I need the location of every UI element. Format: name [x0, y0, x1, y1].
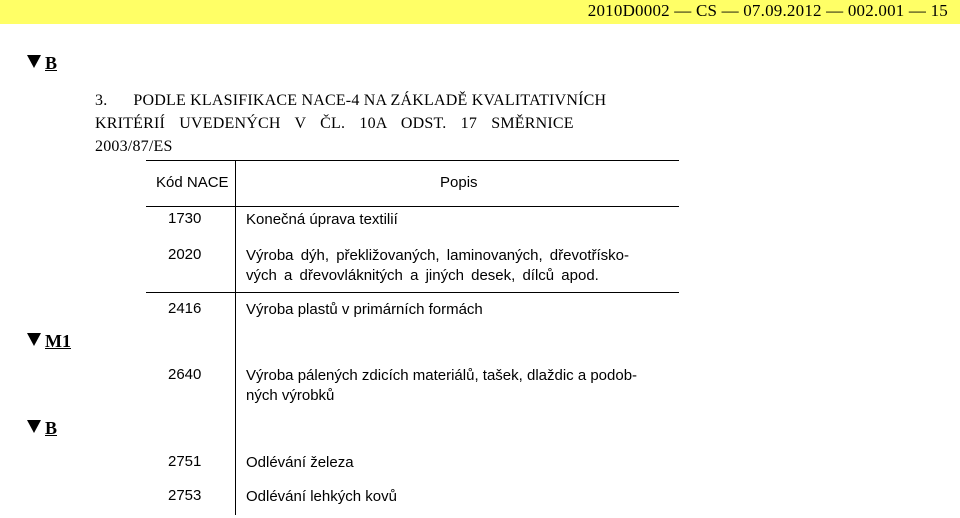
description-line: ných výrobků: [246, 387, 335, 404]
table-cell-code: 2416: [168, 300, 202, 317]
table-cell-code: 2640: [168, 366, 202, 383]
section-heading: [95, 89, 680, 158]
table-rule: [146, 206, 679, 207]
marker-label: B: [45, 418, 58, 438]
triangle-down-icon: [27, 333, 41, 346]
column-divider: [235, 160, 236, 515]
description-line: Odlévání železa: [246, 454, 354, 471]
document-header-bar: [0, 0, 960, 24]
description-line: Konečná úprava textilií: [246, 211, 398, 228]
table-cell-code: 2751: [168, 453, 202, 470]
table-cell-description: [246, 210, 678, 230]
amendment-marker-m1[interactable]: [27, 331, 71, 352]
table-cell-description: [246, 453, 678, 473]
description-line: Výroba dýh, překližovaných, laminovaných, dřevotřísko-: [246, 247, 630, 264]
section-title-line: 2003/87/ES: [95, 138, 173, 155]
column-header-code: Kód NACE: [156, 174, 229, 191]
table-cell-description: [246, 366, 678, 406]
description-line: vých a dřevovláknitých a jiných desek, dílců apod.: [246, 267, 599, 284]
table-rule: [146, 292, 679, 293]
description-line: Odlévání lehkých kovů: [246, 488, 397, 505]
section-number: 3.: [95, 92, 108, 109]
table-cell-description: [246, 487, 678, 507]
table-cell-code: 2020: [168, 246, 202, 263]
marker-label: M1: [45, 331, 71, 351]
table-rule: [146, 160, 679, 161]
document-reference: 2010D0002 — CS — 07.09.2012 — 002.001 — 15: [587, 1, 948, 20]
table-cell-description: [246, 300, 678, 320]
description-line: Výroba pálených zdicích materiálů, tašek, dlaždic a podob-: [246, 367, 638, 384]
section-title-line: PODLE KLASIFIKACE NACE-4 NA ZÁKLADĚ KVALITATIVNÍCH: [133, 92, 607, 109]
column-header-description: Popis: [440, 174, 478, 191]
marker-label: B: [45, 53, 58, 73]
amendment-marker-b[interactable]: [27, 418, 57, 439]
table-cell-code: 2753: [168, 487, 202, 504]
triangle-down-icon: [27, 55, 41, 68]
description-line: Výroba plastů v primárních formách: [246, 301, 483, 318]
table-cell-code: 1730: [168, 210, 202, 227]
table-cell-description: [246, 246, 678, 286]
section-title-line: KRITÉRIÍ UVEDENÝCH V ČL. 10A ODST. 17 SMĚRNICE: [95, 115, 574, 132]
triangle-down-icon: [27, 420, 41, 433]
amendment-marker-b[interactable]: [27, 53, 57, 74]
